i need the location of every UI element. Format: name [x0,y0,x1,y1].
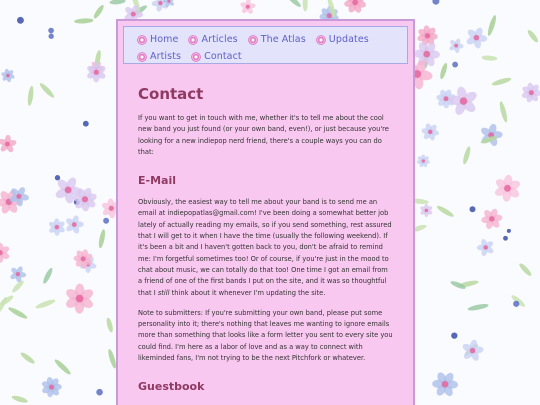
flower-bullet-icon [192,53,200,61]
page-title: Contact [138,85,204,103]
submitters-note: Note to submitters: If you're submitting your own band, please put some personality into it; there's nothing that leaves me wanting to ignore emails more than something that looks like a form letter you sent to every site you could find. I'm here as a labor of love and as a way to connect with likeminded fans, I'm not trying to be the next Pitchfork or whatever. [138,308,393,363]
flower-bullet-icon [249,36,257,44]
flower-bullet-icon [138,36,146,44]
nav-label: Artists [150,51,182,62]
nav-item-contact[interactable] [192,51,242,62]
emphasis-still: still [157,288,170,297]
main-content [118,85,413,394]
nav-item-updates[interactable] [317,34,369,45]
nav-label: Home [150,34,179,45]
nav-row-1 [138,31,407,48]
email-heading: E-Mail [138,174,176,188]
nav-item-home[interactable] [138,34,178,45]
flower-bullet-icon [189,36,197,44]
flower-bullet-icon [138,53,146,61]
email-text-start: Obviously, the easiest way to tell me about your band is to send me an email at indiepopatlas@gmail.com! I've been doing a somewhat better job lately of actually reading my emails, so if you send something, rest assured that I will get to it when I have the time (usually the following weekend). If it's been a bit and I haven't gotten back to you, don't be afraid to remind me: I'm forgetful sometimes too! Or of course, if you're just in the mood to chat about music, we can totally do that too! One time I got an email from a friend of one of the first bands I put on the site, and it was so thoughtful that I [138,198,392,297]
nav-item-artists[interactable] [138,51,181,62]
nav-bar [123,26,408,64]
email-paragraph [138,197,393,299]
content-panel [116,19,415,405]
nav-label: Contact [204,51,242,62]
nav-item-articles[interactable] [189,34,237,45]
email-text-end: think about it whenever I'm updating the site. [169,288,326,297]
nav-label: Updates [328,34,369,45]
intro-paragraph: If you want to get in touch with me, whether it's to tell me about the cool new band you just found (or your own band, even!), or just because you're looking for a new indiepop nerd friend, there's a couple ways you can do that: [138,114,389,156]
flower-bullet-icon [317,36,325,44]
nav-label: Articles [201,34,238,45]
nav-label: The Atlas [260,34,306,45]
nav-item-the-atlas[interactable] [249,34,306,45]
guestbook-heading: Guestbook [138,380,205,394]
nav-row-2 [138,48,407,65]
